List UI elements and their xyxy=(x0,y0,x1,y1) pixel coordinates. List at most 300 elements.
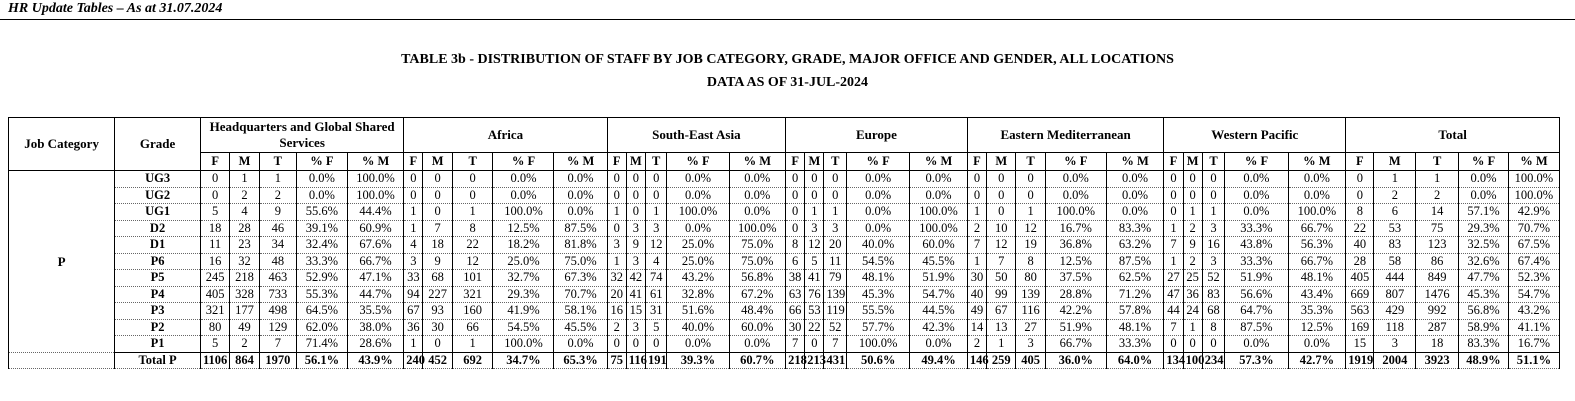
data-cell: 5 xyxy=(200,204,229,221)
data-cell: 54.5% xyxy=(493,319,554,336)
data-cell: 76 xyxy=(805,286,824,303)
total-cell: 116 xyxy=(626,352,645,369)
data-cell: 9 xyxy=(259,204,296,221)
data-cell: 67.4% xyxy=(1508,253,1559,270)
data-cell: 63.2% xyxy=(1106,237,1164,254)
data-cell: 12 xyxy=(452,253,493,270)
data-cell: 160 xyxy=(452,303,493,320)
data-cell: 0 xyxy=(1183,171,1202,188)
data-cell: 71.2% xyxy=(1106,286,1164,303)
total-cell: 1106 xyxy=(200,352,229,369)
data-cell: 94 xyxy=(404,286,423,303)
data-cell: 6 xyxy=(1374,204,1416,221)
data-cell: 32.4% xyxy=(296,237,347,254)
region-header-eastern-mediterranean: Eastern Mediterranean xyxy=(967,118,1164,153)
data-cell: 0.0% xyxy=(1459,171,1509,188)
data-cell: 66.7% xyxy=(1288,253,1346,270)
data-cell: 28 xyxy=(1346,253,1374,270)
data-cell: 41.1% xyxy=(1508,319,1559,336)
data-cell: 8 xyxy=(1346,204,1374,221)
data-cell: 0 xyxy=(607,187,626,204)
data-cell: 0 xyxy=(805,336,824,353)
subcol-europe-m: % M xyxy=(910,153,968,171)
data-cell: 1 xyxy=(259,171,296,188)
total-cell: 431 xyxy=(824,352,847,369)
data-cell: 0 xyxy=(452,171,493,188)
data-cell: 429 xyxy=(1374,303,1416,320)
data-cell: 49 xyxy=(230,319,259,336)
grade-header: Grade xyxy=(115,118,201,171)
total-cell: 50.6% xyxy=(847,352,910,369)
data-cell: 1 xyxy=(607,204,626,221)
job-category-header: Job Category xyxy=(9,118,115,171)
subcol-africa-m: M xyxy=(423,153,452,171)
data-cell: 58.1% xyxy=(554,303,607,320)
data-cell: 44.7% xyxy=(347,286,404,303)
data-cell: 71.4% xyxy=(296,336,347,353)
data-cell: 177 xyxy=(230,303,259,320)
data-cell: 100.0% xyxy=(347,171,404,188)
data-cell: 57.8% xyxy=(1106,303,1164,320)
data-cell: 0 xyxy=(1183,336,1202,353)
data-cell: 54.7% xyxy=(910,286,968,303)
data-cell: 1 xyxy=(1164,253,1183,270)
total-cell: 692 xyxy=(452,352,493,369)
data-cell: 23 xyxy=(230,237,259,254)
data-cell: 2 xyxy=(230,187,259,204)
data-cell: 45.5% xyxy=(910,253,968,270)
grade-cell: P1 xyxy=(115,336,201,353)
data-cell: 44.4% xyxy=(347,204,404,221)
data-cell: 4 xyxy=(230,204,259,221)
data-cell: 0 xyxy=(786,204,805,221)
total-cell: 36.0% xyxy=(1045,352,1106,369)
data-cell: 3 xyxy=(824,220,847,237)
data-cell: 44 xyxy=(1164,303,1183,320)
subcol-headquarters-and-global-shared-services-t: T xyxy=(259,153,296,171)
data-cell: 24 xyxy=(1183,303,1202,320)
data-cell: 7 xyxy=(987,253,1016,270)
data-cell: 32 xyxy=(230,253,259,270)
table-row xyxy=(9,286,1560,303)
table-subtitle: DATA AS OF 31-JUL-2024 xyxy=(706,75,869,90)
header-divider xyxy=(0,19,1575,20)
data-cell: 3 xyxy=(404,253,423,270)
data-cell: 0 xyxy=(1164,171,1183,188)
data-cell: 0.0% xyxy=(554,171,607,188)
data-cell: 40.0% xyxy=(847,237,910,254)
data-cell: 0.0% xyxy=(1106,187,1164,204)
total-cell: 2004 xyxy=(1374,352,1416,369)
subcol-total-m: % M xyxy=(1508,153,1559,171)
data-cell: 7 xyxy=(824,336,847,353)
grade-cell: P3 xyxy=(115,303,201,320)
data-cell: 12 xyxy=(987,237,1016,254)
table-row xyxy=(9,270,1560,287)
data-cell: 16 xyxy=(607,303,626,320)
total-cell: 864 xyxy=(230,352,259,369)
data-cell: 0.0% xyxy=(729,187,786,204)
subcol-headquarters-and-global-shared-services-m: % M xyxy=(347,153,404,171)
staff-distribution-table xyxy=(8,117,1560,369)
data-cell: 2 xyxy=(1374,187,1416,204)
data-cell: 83.3% xyxy=(1106,220,1164,237)
data-cell: 64.7% xyxy=(1225,303,1288,320)
data-cell: 41 xyxy=(626,286,645,303)
data-cell: 28.6% xyxy=(347,336,404,353)
data-cell: 0 xyxy=(645,187,666,204)
data-cell: 0 xyxy=(1202,187,1225,204)
data-cell: 1 xyxy=(824,204,847,221)
data-cell: 53 xyxy=(805,303,824,320)
data-cell: 2 xyxy=(607,319,626,336)
data-cell: 0.0% xyxy=(493,171,554,188)
data-cell: 70.7% xyxy=(1508,220,1559,237)
data-cell: 14 xyxy=(1416,204,1459,221)
subcol-eastern-mediterranean-f: % F xyxy=(1045,153,1106,171)
data-cell: 4 xyxy=(645,253,666,270)
total-cell: 39.3% xyxy=(667,352,729,369)
data-cell: 32.8% xyxy=(667,286,729,303)
total-row xyxy=(9,352,1560,369)
data-cell: 0.0% xyxy=(1288,187,1346,204)
data-cell: 18 xyxy=(423,237,452,254)
data-cell: 42.9% xyxy=(1508,204,1559,221)
total-cell: 60.7% xyxy=(729,352,786,369)
data-cell: 0.0% xyxy=(554,187,607,204)
data-cell: 27 xyxy=(1016,319,1045,336)
data-cell: 52.9% xyxy=(296,270,347,287)
data-cell: 16 xyxy=(200,253,229,270)
total-cell: 259 xyxy=(987,352,1016,369)
table-row xyxy=(9,303,1560,320)
data-cell: 444 xyxy=(1374,270,1416,287)
data-cell: 2 xyxy=(1416,187,1459,204)
data-cell: 463 xyxy=(259,270,296,287)
data-cell: 0 xyxy=(626,336,645,353)
data-cell: 1 xyxy=(452,336,493,353)
data-cell: 0.0% xyxy=(1459,187,1509,204)
data-cell: 62.5% xyxy=(1106,270,1164,287)
data-cell: 36.8% xyxy=(1045,237,1106,254)
data-cell: 0 xyxy=(1202,336,1225,353)
data-cell: 14 xyxy=(967,319,986,336)
data-cell: 87.5% xyxy=(1106,253,1164,270)
data-cell: 35.3% xyxy=(1288,303,1346,320)
data-cell: 101 xyxy=(452,270,493,287)
data-cell: 56.6% xyxy=(1225,286,1288,303)
data-cell: 100.0% xyxy=(847,336,910,353)
data-cell: 0 xyxy=(1202,171,1225,188)
data-cell: 33.3% xyxy=(1225,220,1288,237)
data-cell: 67.5% xyxy=(1508,237,1559,254)
data-cell: 67.6% xyxy=(347,237,404,254)
data-cell: 53 xyxy=(1374,220,1416,237)
region-header-africa: Africa xyxy=(404,118,607,153)
data-cell: 30 xyxy=(786,319,805,336)
total-cell: 452 xyxy=(423,352,452,369)
data-cell: 733 xyxy=(259,286,296,303)
data-cell: 3 xyxy=(607,237,626,254)
data-cell: 0 xyxy=(607,171,626,188)
data-cell: 0 xyxy=(645,171,666,188)
data-cell: 1 xyxy=(1183,204,1202,221)
data-cell: 139 xyxy=(1016,286,1045,303)
data-cell: 0.0% xyxy=(667,171,729,188)
data-cell: 0 xyxy=(1016,171,1045,188)
data-cell: 669 xyxy=(1346,286,1374,303)
data-cell: 12.5% xyxy=(1288,319,1346,336)
data-cell: 0.0% xyxy=(847,171,910,188)
data-cell: 3 xyxy=(645,220,666,237)
data-cell: 7 xyxy=(1164,319,1183,336)
subcol-headquarters-and-global-shared-services-m: M xyxy=(230,153,259,171)
subcol-western-pacific-m: % M xyxy=(1288,153,1346,171)
data-cell: 4 xyxy=(404,237,423,254)
data-cell: 1 xyxy=(967,204,986,221)
data-cell: 1 xyxy=(1016,204,1045,221)
subcol-western-pacific-f: % F xyxy=(1225,153,1288,171)
grade-cell: P5 xyxy=(115,270,201,287)
data-cell: 48.1% xyxy=(847,270,910,287)
data-cell: 11 xyxy=(200,237,229,254)
data-cell: 67 xyxy=(987,303,1016,320)
data-cell: 100.0% xyxy=(1508,187,1559,204)
data-cell: 51.9% xyxy=(910,270,968,287)
data-cell: 0.0% xyxy=(1288,171,1346,188)
data-cell: 30 xyxy=(967,270,986,287)
subcol-south-east-asia-f: F xyxy=(607,153,626,171)
data-cell: 32 xyxy=(607,270,626,287)
subcol-eastern-mediterranean-t: T xyxy=(1016,153,1045,171)
data-cell: 0.0% xyxy=(1045,171,1106,188)
data-cell: 0 xyxy=(805,171,824,188)
data-cell: 0.0% xyxy=(910,187,968,204)
data-cell: 0 xyxy=(1346,171,1374,188)
data-cell: 81.8% xyxy=(554,237,607,254)
data-cell: 218 xyxy=(230,270,259,287)
data-cell: 43.4% xyxy=(1288,286,1346,303)
data-cell: 37.5% xyxy=(1045,270,1106,287)
total-cell: 1970 xyxy=(259,352,296,369)
data-cell: 3 xyxy=(1016,336,1045,353)
data-cell: 0.0% xyxy=(729,336,786,353)
subcol-headquarters-and-global-shared-services-f: % F xyxy=(296,153,347,171)
data-cell: 0.0% xyxy=(1225,187,1288,204)
data-cell: 1 xyxy=(404,220,423,237)
data-cell: 66.7% xyxy=(347,253,404,270)
data-cell: 41 xyxy=(805,270,824,287)
data-cell: 25 xyxy=(1183,270,1202,287)
data-cell: 0 xyxy=(1346,187,1374,204)
data-cell: 5 xyxy=(645,319,666,336)
total-cell: 57.3% xyxy=(1225,352,1288,369)
data-cell: 0.0% xyxy=(1225,204,1288,221)
data-cell: 68 xyxy=(1202,303,1225,320)
data-cell: 1 xyxy=(805,204,824,221)
data-cell: 86 xyxy=(1416,253,1459,270)
data-cell: 0 xyxy=(1016,187,1045,204)
data-cell: 0.0% xyxy=(847,220,910,237)
data-cell: 0 xyxy=(626,204,645,221)
subcol-africa-m: % M xyxy=(554,153,607,171)
data-cell: 42 xyxy=(626,270,645,287)
data-cell: 13 xyxy=(987,319,1016,336)
data-cell: 66 xyxy=(786,303,805,320)
page-header: HR Update Tables – As at 31.07.2024 xyxy=(8,1,223,16)
data-cell: 992 xyxy=(1416,303,1459,320)
total-cell: 65.3% xyxy=(554,352,607,369)
data-cell: 0 xyxy=(967,187,986,204)
data-cell: 169 xyxy=(1346,319,1374,336)
table-row xyxy=(9,204,1560,221)
data-cell: 7 xyxy=(259,336,296,353)
data-cell: 100.0% xyxy=(1288,204,1346,221)
subcol-western-pacific-f: F xyxy=(1164,153,1183,171)
data-cell: 1 xyxy=(1416,171,1459,188)
data-cell: 66.7% xyxy=(1045,336,1106,353)
data-cell: 27 xyxy=(1164,270,1183,287)
data-cell: 0 xyxy=(200,187,229,204)
data-cell: 849 xyxy=(1416,270,1459,287)
region-header-europe: Europe xyxy=(786,118,968,153)
data-cell: 0 xyxy=(987,171,1016,188)
subcol-europe-f: % F xyxy=(847,153,910,171)
data-cell: 40 xyxy=(1346,237,1374,254)
data-cell: 52.3% xyxy=(1508,270,1559,287)
data-cell: 18 xyxy=(1416,336,1459,353)
grade-cell: D2 xyxy=(115,220,201,237)
data-cell: 28.8% xyxy=(1045,286,1106,303)
data-cell: 56.8% xyxy=(1459,303,1509,320)
data-cell: 0 xyxy=(404,187,423,204)
data-cell: 25.0% xyxy=(493,253,554,270)
data-cell: 0 xyxy=(452,187,493,204)
data-cell: 30 xyxy=(423,319,452,336)
data-cell: 51.9% xyxy=(1045,319,1106,336)
data-cell: 1 xyxy=(404,204,423,221)
data-cell: 58.9% xyxy=(1459,319,1509,336)
subcol-africa-f: F xyxy=(404,153,423,171)
data-cell: 60.0% xyxy=(910,237,968,254)
data-cell: 0.0% xyxy=(667,336,729,353)
data-cell: 70.7% xyxy=(554,286,607,303)
total-cell: 100 xyxy=(1183,352,1202,369)
subcol-total-m: M xyxy=(1374,153,1416,171)
data-cell: 2 xyxy=(230,336,259,353)
data-cell: 498 xyxy=(259,303,296,320)
data-cell: 0 xyxy=(1164,336,1183,353)
data-cell: 1 xyxy=(967,253,986,270)
subcol-total-f: F xyxy=(1346,153,1374,171)
total-cell: 51.1% xyxy=(1508,352,1559,369)
data-cell: 0 xyxy=(423,187,452,204)
data-cell: 54.7% xyxy=(1508,286,1559,303)
data-cell: 28 xyxy=(230,220,259,237)
data-cell: 29.3% xyxy=(493,286,554,303)
data-cell: 321 xyxy=(200,303,229,320)
total-cell: 49.4% xyxy=(910,352,968,369)
total-row-blank-cell xyxy=(9,352,115,369)
data-cell: 0 xyxy=(824,187,847,204)
grade-cell: UG1 xyxy=(115,204,201,221)
subcol-eastern-mediterranean-f: F xyxy=(967,153,986,171)
data-cell: 12 xyxy=(805,237,824,254)
subcol-europe-f: F xyxy=(786,153,805,171)
data-cell: 75.0% xyxy=(554,253,607,270)
data-cell: 47 xyxy=(1164,286,1183,303)
table-row xyxy=(9,171,1560,188)
data-cell: 0.0% xyxy=(1045,187,1106,204)
subcol-western-pacific-t: T xyxy=(1202,153,1225,171)
job-category-cell: P xyxy=(9,171,115,353)
data-cell: 0 xyxy=(423,171,452,188)
data-cell: 18.2% xyxy=(493,237,554,254)
data-cell: 16.7% xyxy=(1045,220,1106,237)
grade-cell: D1 xyxy=(115,237,201,254)
subcol-headquarters-and-global-shared-services-f: F xyxy=(200,153,229,171)
data-cell: 7 xyxy=(967,237,986,254)
data-cell: 25.0% xyxy=(667,237,729,254)
data-cell: 68 xyxy=(423,270,452,287)
total-cell: 48.9% xyxy=(1459,352,1509,369)
subcol-europe-t: T xyxy=(824,153,847,171)
grade-cell: UG3 xyxy=(115,171,201,188)
data-cell: 38.0% xyxy=(347,319,404,336)
data-cell: 58 xyxy=(1374,253,1416,270)
data-cell: 35.5% xyxy=(347,303,404,320)
data-cell: 100.0% xyxy=(493,336,554,353)
data-cell: 45.3% xyxy=(1459,286,1509,303)
region-header-western-pacific: Western Pacific xyxy=(1164,118,1346,153)
data-cell: 0.0% xyxy=(1106,204,1164,221)
data-cell: 0 xyxy=(423,336,452,353)
data-cell: 83 xyxy=(1374,237,1416,254)
data-cell: 0.0% xyxy=(729,204,786,221)
data-cell: 0.0% xyxy=(296,187,347,204)
data-cell: 227 xyxy=(423,286,452,303)
total-cell: 34.7% xyxy=(493,352,554,369)
data-cell: 0 xyxy=(805,187,824,204)
data-cell: 0 xyxy=(786,220,805,237)
data-cell: 99 xyxy=(987,286,1016,303)
data-cell: 3 xyxy=(1202,220,1225,237)
grade-cell: P6 xyxy=(115,253,201,270)
data-cell: 93 xyxy=(423,303,452,320)
data-cell: 56.8% xyxy=(729,270,786,287)
data-cell: 3 xyxy=(1374,336,1416,353)
data-cell: 100.0% xyxy=(1508,171,1559,188)
data-cell: 100.0% xyxy=(667,204,729,221)
data-cell: 75.0% xyxy=(729,253,786,270)
data-cell: 52 xyxy=(824,319,847,336)
data-cell: 43.8% xyxy=(1225,237,1288,254)
data-cell: 100.0% xyxy=(1045,204,1106,221)
data-cell: 60.0% xyxy=(729,319,786,336)
grade-cell: P4 xyxy=(115,286,201,303)
data-cell: 32.5% xyxy=(1459,237,1509,254)
data-cell: 1476 xyxy=(1416,286,1459,303)
data-cell: 43.2% xyxy=(1508,303,1559,320)
data-cell: 0 xyxy=(607,220,626,237)
data-cell: 43.2% xyxy=(667,270,729,287)
total-cell: 43.9% xyxy=(347,352,404,369)
data-cell: 0.0% xyxy=(493,187,554,204)
data-cell: 321 xyxy=(452,286,493,303)
table-row xyxy=(9,237,1560,254)
data-cell: 39.1% xyxy=(296,220,347,237)
data-cell: 0.0% xyxy=(729,171,786,188)
